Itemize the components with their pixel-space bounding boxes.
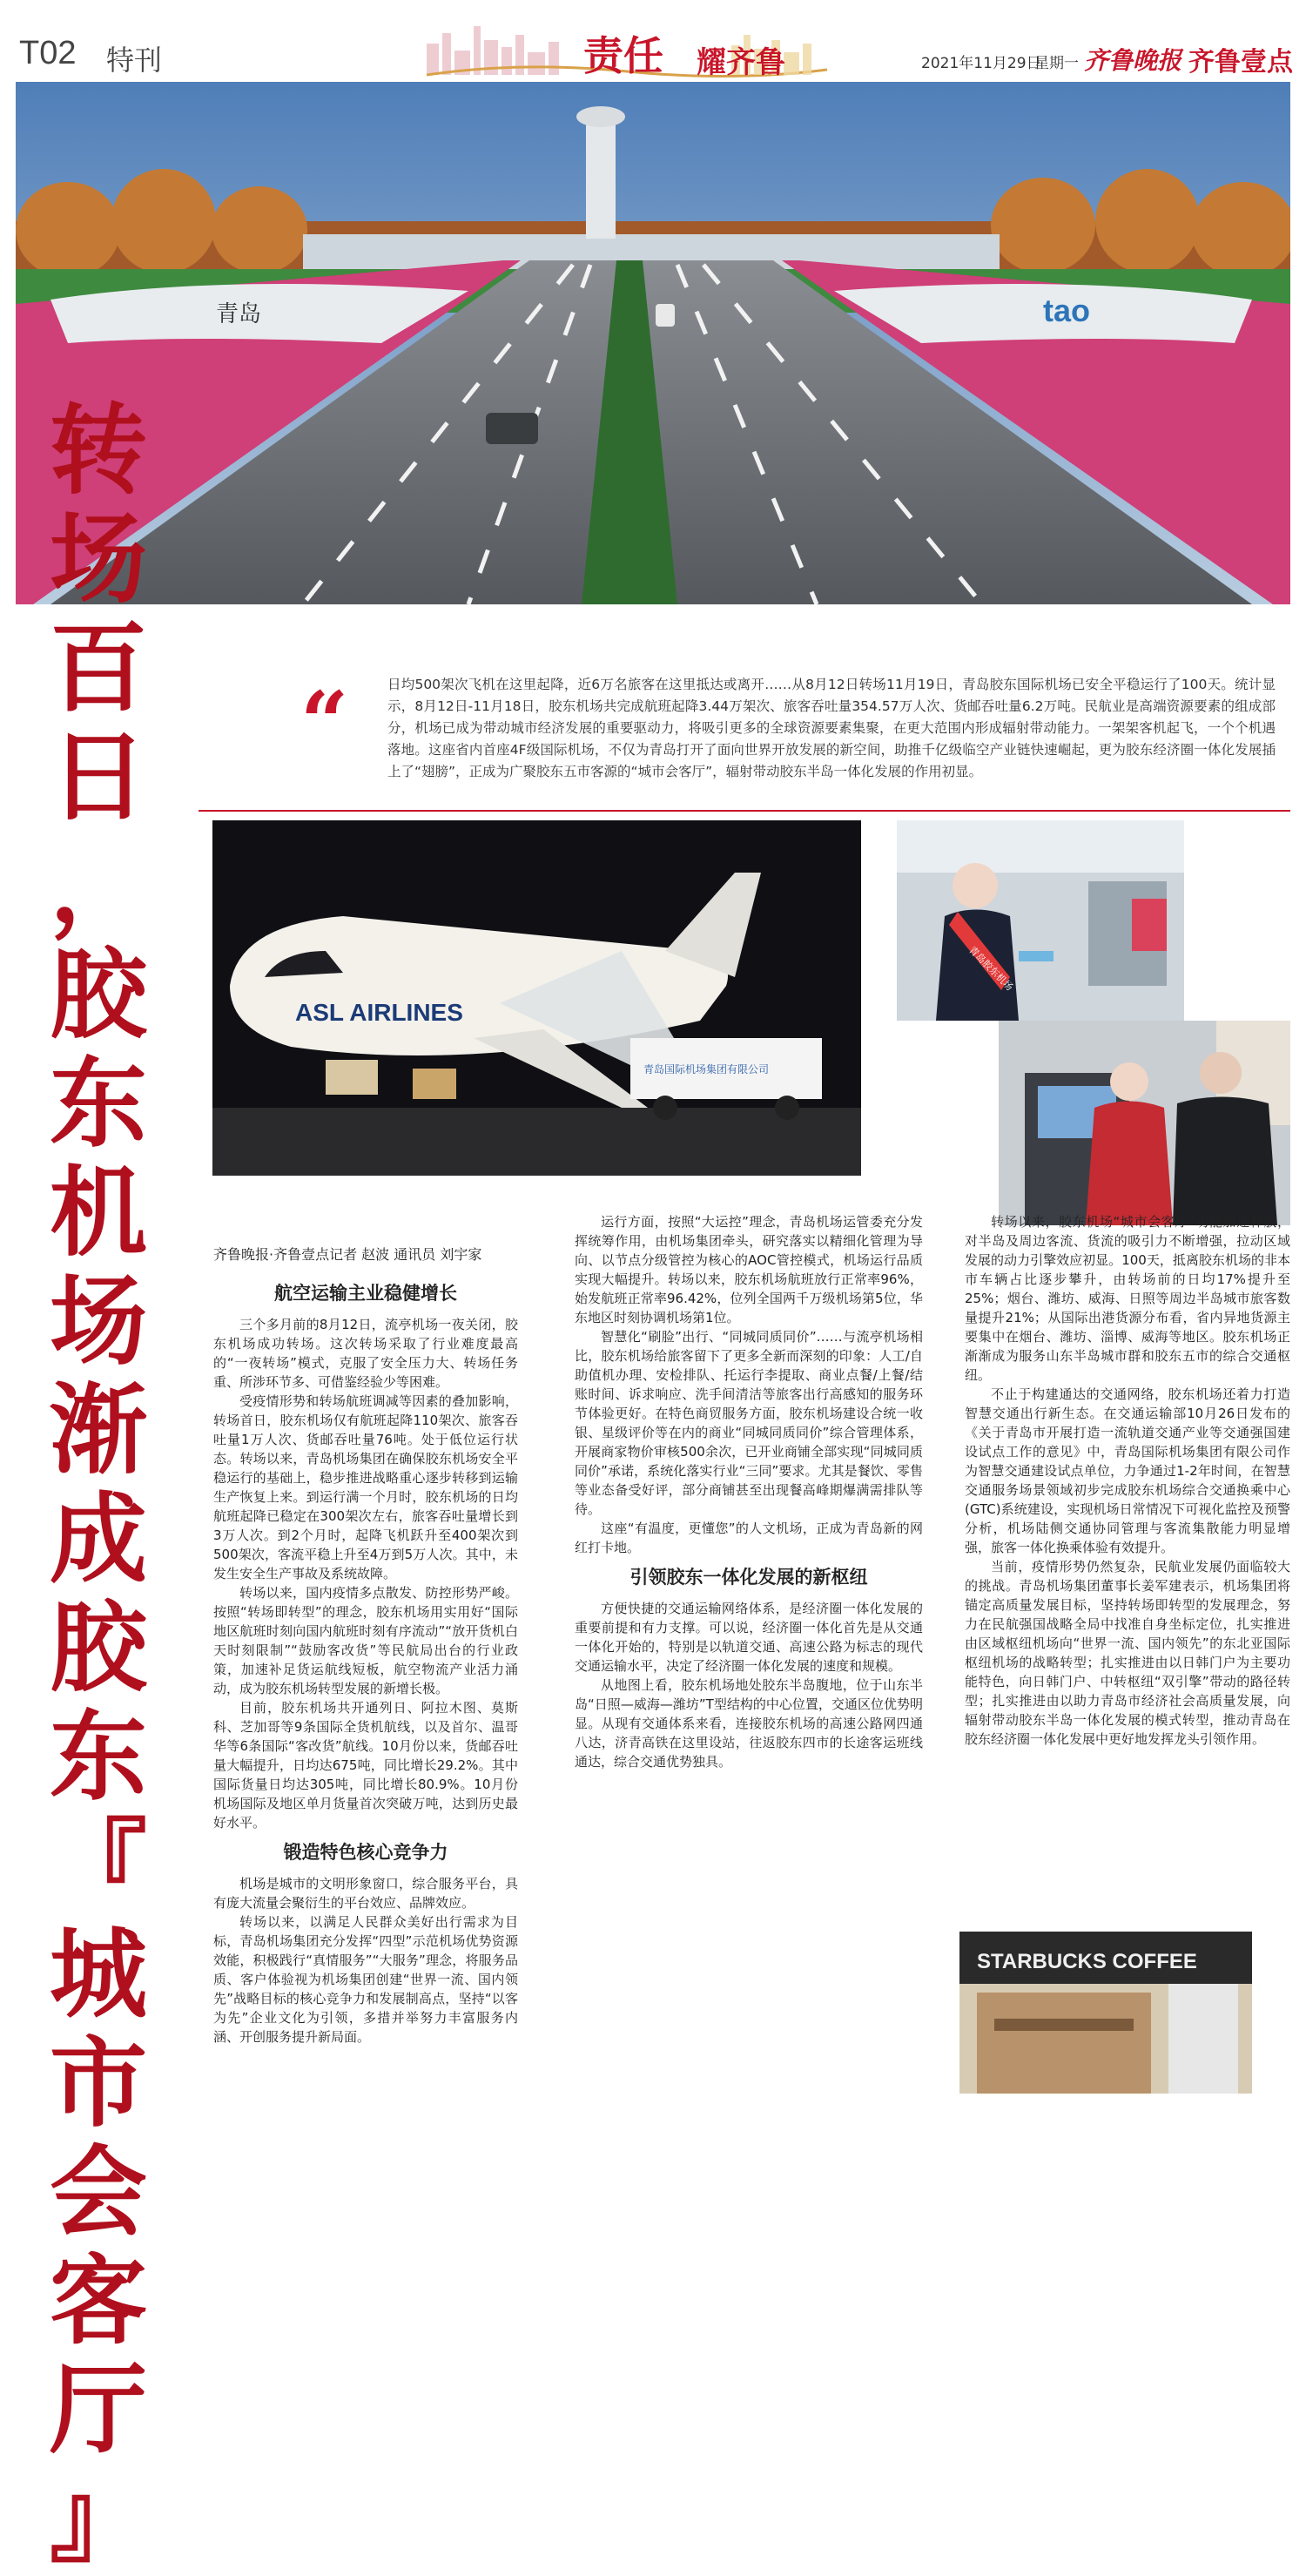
headline-char: 市 — [50, 2026, 147, 2141]
staff-sash-label: 青岛胶东机场 — [966, 944, 1016, 994]
section-heading: 锻造特色核心竞争力 — [283, 1841, 448, 1863]
intro-quote-mark: “ — [300, 673, 349, 772]
headline-char: 厅 — [50, 2353, 147, 2467]
section-heading: 引领胶东一体化发展的新枢纽 — [629, 1566, 868, 1588]
section-label: 特刊 — [106, 44, 163, 77]
paragraph: 受疫情形势和转场航班调减等因素的叠加影响，转场首日，胶东机场仅有航班起降110架次、旅客吞吐量1万人次、货邮吞吐量76吨。处于低位运行状态。转场以来，青岛机场集团在确保胶东机场安全平稳运行的基础上，稳步推进战略重心逐步转移到运输生产恢复上来。到运行满一个月时，胶东机场的日均航班起降已稳定在300架次左右，旅客吞吐量增长到3万人次。到2个月时，起降飞机跃升至400架次到500架次，客流平稳上升至4万到5万人次。其中，未发生安全生产事故及系统故障。 — [213, 1393, 518, 1581]
paragraph: 这座“有温度，更懂您”的人文机场，正成为青岛新的网红打卡地。 — [575, 1521, 923, 1555]
hero-sign-right: tao — [1043, 293, 1090, 328]
article-column-1 — [213, 1273, 518, 2047]
brand-logo-text: 齐鲁壹点 — [1188, 47, 1293, 78]
paragraph: 转场以来，国内疫情多点散发、防控形势严峻。按照“转场即转型”的理念，胶东机场用实用好“国际地区航班时刻向国内航班时刻有序流动”“放开货机白天时刻限制”“鼓励客改货”等民航局出台的行业政策，加速补足货运航线短板，航空物流产业活力涌动，成为胶东机场转型发展的新增长极。 — [213, 1585, 518, 1696]
starbucks-store-photo — [959, 1932, 1252, 2094]
paragraph: 三个多月前的8月12日，流亭机场一夜关闭，胶东机场成功转场。这次转场采取了行业难度最高的“一夜转场”模式，克服了安全压力大、转场任务重、所涉环节多、可借鉴经验少等困难。 — [213, 1317, 518, 1390]
paragraph: 转场以来，以满足人民群众美好出行需求为目标，青岛机场集团充分发挥“四型”示范机场优势资源效能，积极践行“真情服务”“大服务”理念，将服务品质、客户体验视为机场集团创建“世界一流、国内领先”战略目标的核心竞争力和发展制高点，坚持“以客为先”企业文化为引领，多措并举努力丰富服务内涵、开创服务提升新局面。 — [213, 1914, 518, 2045]
headline-char: 会 — [50, 2135, 147, 2249]
brand-logo — [1188, 40, 1293, 78]
paragraph: 目前，胶东机场共开通列日、阿拉木图、莫斯科、芝加哥等9条国际全货机航线，以及首尔、温哥华等6条国际“客改货”航线。10月份以来，货邮吞吐量大幅提升，日均达675吨，同比增长29.2%。其中国际货量日均达305吨，同比增长80.9%。10月份机场国际及地区单月货量首次突破万吨，达到历史最好水平。 — [213, 1700, 518, 1831]
staff-guidance-photo — [897, 820, 1184, 1021]
headline-char: ， — [50, 829, 147, 943]
store-sign: STARBUCKS COFFEE — [977, 1950, 1197, 1973]
article-column-2 — [575, 1212, 923, 1771]
issue-weekday: 星期一 — [1034, 55, 1079, 72]
self-checkin-photo — [999, 1021, 1290, 1225]
headline-char: 转 — [50, 394, 147, 508]
paper-logo: 齐鲁晚报 — [1084, 46, 1182, 75]
headline-char: 胶 — [50, 938, 147, 1052]
paragraph: 方便快捷的交通运输网络体系，是经济圈一体化发展的重要前提和有力支撑。可以说，经济圈一体化首先是从交通一体化开始的，特别是以轨道交通、高速公路为标志的现代交通运输水平，决定了经济圈一体化发展的速度和规模。 — [575, 1601, 923, 1674]
headline-char: 渐 — [50, 1373, 147, 1487]
article-column-3 — [965, 1212, 1290, 1749]
staff-illustration — [897, 820, 1184, 1021]
headline-char: 场 — [50, 1264, 147, 1379]
banner — [418, 9, 836, 78]
headline-char: 东 — [50, 1700, 147, 1814]
headline-char: 成 — [50, 1482, 147, 1596]
headline-char: 百 — [50, 611, 147, 725]
paragraph: 运行方面，按照“大运控”理念，青岛机场运管委充分发挥统筹作用，由机场集团牵头，研究落实以精细化管理为导向、以节点分级管控为核心的AOC管控模式，机场运行品质实现大幅提升。转场以来，胶东机场航班放行正常率96%，始发航班正常率96.42%，位列全国两千万级机场第5位，华东地区时刻协调机场第1位。 — [575, 1214, 923, 1325]
intro-divider — [199, 810, 1290, 812]
paragraph: 转场以来，胶东机场“城市会客厅”功能加速释放，对半岛及周边客流、货流的吸引力不断增强，拉动区域发展的动力引擎效应初显。100天，抵离胶东机场的非本市车辆占比逐步攀升，由转场前的日均17%提升至25%；烟台、潍坊、威海、日照等周边半岛城市旅客数量提升21%；从国际出港货源分布看，省内异地货源主要集中在烟台、潍坊、淄博、威海等地区。胶东机场正渐渐成为服务山东半岛城市群和胶东五市的综合交通枢纽。 — [965, 1214, 1290, 1383]
issue-date: 2021年11月29日 — [921, 55, 1041, 72]
intro-lead: 日均500架次飞机在这里起降，近6万名旅客在这里抵达或离开……从8月12日转场11月19日，青岛胶东国际机场已安全平稳运行了100天。统计显示，8月12日-11月18日，胶东机场共完成航班起降3.44万架次、旅客吞吐量354.57万人次、货邮吞吐量6.2万吨。民航业是高端资源要素的组成部分，机场已成为带动城市经济发展的重要驱动力，将吸引更多的全球资源要素集聚，在更大范围内形成辐射带动能力。一架架客机起飞，一个个机遇落地。这座省内首座4F级国际机场，不仅为青岛打开了面向世界开放发展的新空间，助推千亿级临空产业链快速崛起，更为胶东经济圈一体化发展插上了“翅膀”，正成为广聚胶东五市客源的“城市会客厅”，辐射带动胶东半岛一体化发展的作用初显。 — [387, 677, 1276, 779]
masthead — [0, 0, 1306, 83]
headline-char: 日 — [50, 720, 147, 834]
banner-subtitle: 耀齐鲁 — [697, 45, 785, 80]
paragraph: 当前，疫情形势仍然复杂，民航业发展仍面临较大的挑战。青岛机场集团董事长姜军建表示，机场集团将锚定高质量发展目标，坚持转场即转型的发展理念，努力在民航强国战略全局中找准自身坐标定位，扎实推进由区域枢纽机场向“世界一流、国内领先”的东北亚国际枢纽机场的战略转型；扎实推进由以日韩门户为主要功能特色，向日韩门户、中转枢纽“双引擎”带动的路径转型；扎实推进由以助力青岛市经济社会高质量发展，向辐射带动胶东半岛一体化发展的模式转型，推动青岛在胶东经济圈一体化发展中更好地发挥龙头引领作用。 — [965, 1559, 1290, 1747]
headline-char: 东 — [50, 1047, 147, 1161]
headline-char: 』 — [50, 2462, 147, 2576]
headline-char: 客 — [50, 2244, 147, 2358]
cargo-plane-label: ASL AIRLINES — [295, 999, 463, 1026]
section-heading: 航空运输主业稳健增长 — [274, 1282, 457, 1304]
store-illustration — [959, 1932, 1252, 2094]
paragraph: 不止于构建通达的交通网络，胶东机场还着力打造智慧交通出行新生态。在交通运输部10月26日发布的《关于青岛市开展打造一流轨道交通产业等交通强国建设试点工作的意见》中，青岛国际机场集团有限公司作为智慧交通建设试点单位，力争通过1-2年时间，在智慧交通服务场景领域初步完成胶东机场综合交通换乘中心(GTC)系统建设，实现机场日常情况下可视化监控及预警分析，机场陆侧交通协同管理与客流集散能力明显增强，旅客一体化换乘体验有效提升。 — [965, 1386, 1290, 1555]
airport-road-illustration — [16, 82, 1290, 604]
cargo-plane-illustration — [212, 820, 861, 1176]
paragraph: 机场是城市的文明形象窗口，综合服务平台，具有庞大流量会聚衍生的平台效应、品牌效应。 — [213, 1876, 518, 1911]
headline — [42, 394, 155, 2576]
paragraph: 智慧化“刷脸”出行、“同城同质同价”……与流亭机场相比，胶东机场给旅客留下了更多全新而深刻的印象：人工/自助值机办理、安检排队、托运行李提取、商业点餐/上餐/结账时间、诉求响应、洗手间清洁等旅客出行高感知的服务环节体验更好。在特色商贸服务方面，胶东机场建设合统一收银、星级评价等在内的商业“同城同质同价”综合管理体系，开展商家物价审核500余次，已开业商铺全部实现“同城同质同价”承诺，系统化落实行业“三同”要求。尤其是餐饮、零售等业态备受好评，部分商铺甚至出现餐高峰期爆满需排队等待。 — [575, 1329, 923, 1517]
cargo-plane-photo — [212, 820, 861, 1176]
banner-title: 责任 — [583, 32, 663, 79]
headline-char: 城 — [50, 1918, 147, 2032]
page-code: T02 — [19, 35, 77, 71]
byline: 齐鲁晚报·齐鲁壹点记者 赵波 通讯员 刘宇家 — [213, 1246, 482, 1263]
headline-char: 『 — [50, 1809, 147, 1923]
hero-sign-left: 青岛 — [216, 301, 262, 327]
paragraph: 从地图上看，胶东机场地处胶东半岛腹地，位于山东半岛“日照—威海—潍坊”T型结构的中心位置，交通区位优势明显。从现有交通体系来看，连接胶东机场的高速公路网四通八达，济青高铁在这里设站，往返胶东四市的长途客运班线通达，综合交通优势独具。 — [575, 1677, 923, 1770]
headline-char: 场 — [50, 502, 147, 617]
headline-char: 机 — [50, 1156, 147, 1270]
hero-airport-photo — [16, 82, 1290, 604]
headline-char: 胶 — [50, 1591, 147, 1705]
cargo-truck-label: 青岛国际机场集团有限公司 — [643, 1063, 770, 1076]
checkin-illustration — [999, 1021, 1290, 1225]
